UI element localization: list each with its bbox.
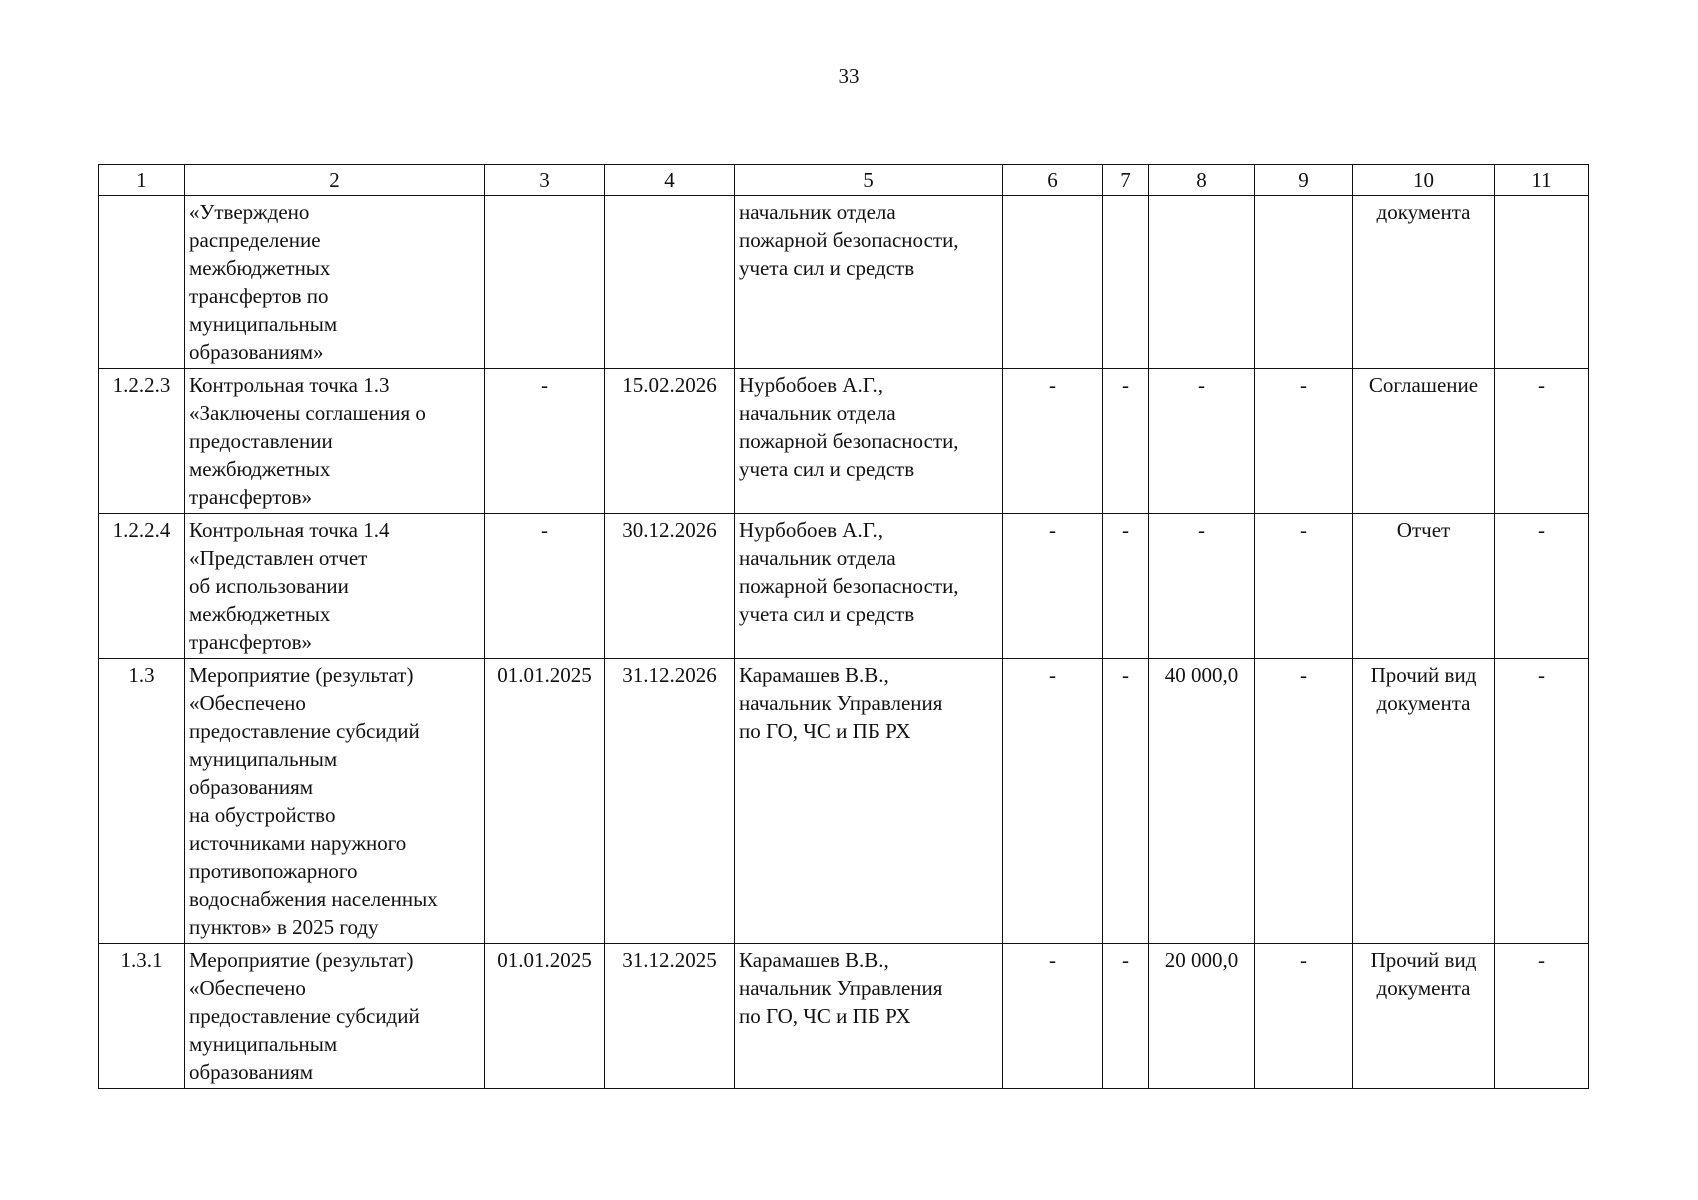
document-type: документа bbox=[1353, 196, 1495, 369]
column-header: 3 bbox=[485, 165, 605, 196]
table-row bbox=[99, 514, 1589, 659]
page-number: 33 bbox=[838, 64, 860, 88]
cell-col-7: - bbox=[1103, 944, 1149, 1089]
row-number: 1.3 bbox=[99, 659, 185, 944]
column-header: 8 bbox=[1149, 165, 1255, 196]
activity-name: Контрольная точка 1.4 «Представлен отчет об использовании межбюджетных трансфертов» bbox=[185, 514, 485, 659]
responsible-person: Карамашев В.В., начальник Управления по ГО, ЧС и ПБ РХ bbox=[735, 944, 1003, 1089]
cell-col-9: - bbox=[1255, 514, 1353, 659]
cell-col-9 bbox=[1255, 196, 1353, 369]
table-header-row bbox=[99, 165, 1589, 196]
row-number: 1.3.1 bbox=[99, 944, 185, 1089]
cell-col-8: 40 000,0 bbox=[1149, 659, 1255, 944]
cell-col-7: - bbox=[1103, 659, 1149, 944]
row-number: 1.2.2.4 bbox=[99, 514, 185, 659]
cell-col-7 bbox=[1103, 196, 1149, 369]
responsible-person: начальник отдела пожарной безопасности, учета сил и средств bbox=[735, 196, 1003, 369]
column-header: 6 bbox=[1003, 165, 1103, 196]
table-row bbox=[99, 944, 1589, 1089]
activity-name: «Утверждено распределение межбюджетных трансфертов по муниципальным образованиям» bbox=[185, 196, 485, 369]
start-date bbox=[485, 196, 605, 369]
cell-col-9: - bbox=[1255, 659, 1353, 944]
row-number bbox=[99, 196, 185, 369]
responsible-person: Карамашев В.В., начальник Управления по ГО, ЧС и ПБ РХ bbox=[735, 659, 1003, 944]
cell-col-11: - bbox=[1495, 944, 1589, 1089]
column-header: 10 bbox=[1353, 165, 1495, 196]
start-date: - bbox=[485, 514, 605, 659]
cell-col-11: - bbox=[1495, 369, 1589, 514]
column-header: 4 bbox=[605, 165, 735, 196]
column-header: 7 bbox=[1103, 165, 1149, 196]
start-date: 01.01.2025 bbox=[485, 659, 605, 944]
cell-col-9: - bbox=[1255, 369, 1353, 514]
column-header: 2 bbox=[185, 165, 485, 196]
column-header: 5 bbox=[735, 165, 1003, 196]
end-date: 15.02.2026 bbox=[605, 369, 735, 514]
cell-col-7: - bbox=[1103, 514, 1149, 659]
end-date: 30.12.2026 bbox=[605, 514, 735, 659]
cell-col-11 bbox=[1495, 196, 1589, 369]
cell-col-8: - bbox=[1149, 369, 1255, 514]
activity-name: Мероприятие (результат) «Обеспечено предоставление субсидий муниципальным образованиям bbox=[185, 944, 485, 1089]
cell-col-8: 20 000,0 bbox=[1149, 944, 1255, 1089]
cell-col-11: - bbox=[1495, 659, 1589, 944]
document-type: Прочий вид документа bbox=[1353, 659, 1495, 944]
cell-col-6: - bbox=[1003, 659, 1103, 944]
cell-col-6: - bbox=[1003, 514, 1103, 659]
document-type: Соглашение bbox=[1353, 369, 1495, 514]
cell-col-6: - bbox=[1003, 944, 1103, 1089]
end-date: 31.12.2025 bbox=[605, 944, 735, 1089]
responsible-person: Нурбобоев А.Г., начальник отдела пожарной безопасности, учета сил и средств bbox=[735, 514, 1003, 659]
document-type: Отчет bbox=[1353, 514, 1495, 659]
column-header: 1 bbox=[99, 165, 185, 196]
end-date: 31.12.2026 bbox=[605, 659, 735, 944]
cell-col-8 bbox=[1149, 196, 1255, 369]
activity-name: Мероприятие (результат) «Обеспечено предоставление субсидий муниципальным образованиям на обустройство источниками наружного противопожарного водоснабжения населенных пунктов» в 2025 году bbox=[185, 659, 485, 944]
cell-col-11: - bbox=[1495, 514, 1589, 659]
table-row bbox=[99, 196, 1589, 369]
cell-col-7: - bbox=[1103, 369, 1149, 514]
table-row bbox=[99, 659, 1589, 944]
cell-col-8: - bbox=[1149, 514, 1255, 659]
cell-col-6: - bbox=[1003, 369, 1103, 514]
plan-table bbox=[98, 164, 1589, 1089]
table-row bbox=[99, 369, 1589, 514]
activity-name: Контрольная точка 1.3 «Заключены соглашения о предоставлении межбюджетных трансфертов» bbox=[185, 369, 485, 514]
responsible-person: Нурбобоев А.Г., начальник отдела пожарной безопасности, учета сил и средств bbox=[735, 369, 1003, 514]
start-date: 01.01.2025 bbox=[485, 944, 605, 1089]
row-number: 1.2.2.3 bbox=[99, 369, 185, 514]
document-type: Прочий вид документа bbox=[1353, 944, 1495, 1089]
end-date bbox=[605, 196, 735, 369]
column-header: 9 bbox=[1255, 165, 1353, 196]
start-date: - bbox=[485, 369, 605, 514]
column-header: 11 bbox=[1495, 165, 1589, 196]
cell-col-9: - bbox=[1255, 944, 1353, 1089]
cell-col-6 bbox=[1003, 196, 1103, 369]
